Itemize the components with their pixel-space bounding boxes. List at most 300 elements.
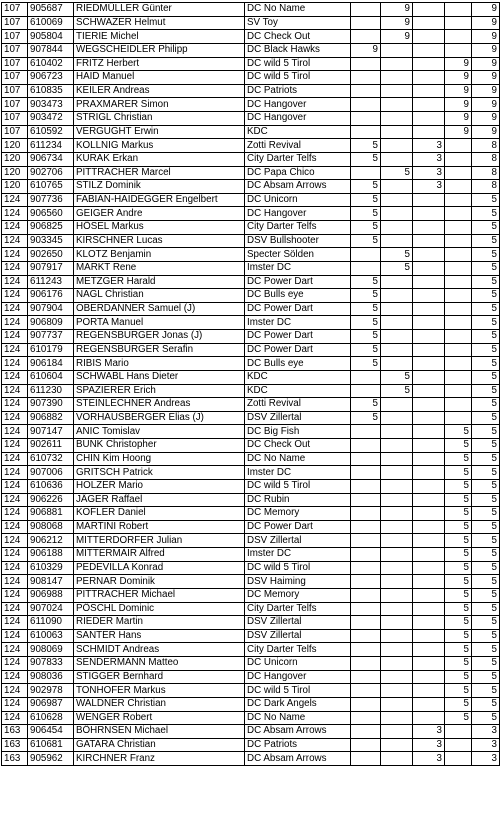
rank-cell: 124 <box>2 697 28 711</box>
total-points-cell: 5 <box>472 398 500 412</box>
points-cell-1 <box>351 98 381 112</box>
player-name-cell: HOLZER Mario <box>74 479 245 493</box>
table-row <box>2 152 500 166</box>
points-cell-3 <box>413 479 445 493</box>
player-id-cell: 903345 <box>28 234 74 248</box>
points-cell-4: 5 <box>445 670 472 684</box>
points-cell-2 <box>381 466 413 480</box>
player-id-cell: 610402 <box>28 57 74 71</box>
points-cell-2 <box>381 221 413 235</box>
table-row <box>2 520 500 534</box>
table-row <box>2 343 500 357</box>
total-points-cell: 5 <box>472 629 500 643</box>
player-id-cell: 906734 <box>28 152 74 166</box>
points-cell-2 <box>381 125 413 139</box>
total-points-cell: 5 <box>472 330 500 344</box>
points-cell-3 <box>413 548 445 562</box>
points-cell-2 <box>381 670 413 684</box>
total-points-cell: 3 <box>472 752 500 766</box>
points-cell-1: 5 <box>351 316 381 330</box>
rank-cell: 124 <box>2 548 28 562</box>
player-name-cell: RIEDER Martin <box>74 616 245 630</box>
table-row <box>2 643 500 657</box>
player-name-cell: KLOTZ Benjamin <box>74 248 245 262</box>
points-cell-3 <box>413 207 445 221</box>
points-cell-3 <box>413 398 445 412</box>
player-id-cell: 611230 <box>28 384 74 398</box>
club-cell: DC Unicorn <box>245 193 351 207</box>
player-name-cell: TIERIE Michel <box>74 30 245 44</box>
total-points-cell: 5 <box>472 452 500 466</box>
player-id-cell: 906184 <box>28 357 74 371</box>
player-name-cell: MARKT Rene <box>74 261 245 275</box>
points-cell-2 <box>381 411 413 425</box>
points-cell-3 <box>413 411 445 425</box>
club-cell: DC wild 5 Tirol <box>245 561 351 575</box>
player-name-cell: KIRSCHNER Lucas <box>74 234 245 248</box>
player-id-cell: 908068 <box>28 520 74 534</box>
total-points-cell: 5 <box>472 425 500 439</box>
total-points-cell: 9 <box>472 30 500 44</box>
points-cell-1 <box>351 657 381 671</box>
table-row <box>2 289 500 303</box>
club-cell: DC Bulls eye <box>245 357 351 371</box>
points-cell-1 <box>351 166 381 180</box>
total-points-cell: 9 <box>472 57 500 71</box>
table-row <box>2 275 500 289</box>
points-cell-1 <box>351 84 381 98</box>
rank-cell: 124 <box>2 629 28 643</box>
player-id-cell: 610681 <box>28 738 74 752</box>
player-name-cell: PORTA Manuel <box>74 316 245 330</box>
points-cell-2 <box>381 575 413 589</box>
points-cell-4 <box>445 3 472 17</box>
points-cell-3 <box>413 84 445 98</box>
points-cell-4 <box>445 289 472 303</box>
club-cell: DC Dark Angels <box>245 697 351 711</box>
points-cell-3 <box>413 711 445 725</box>
player-name-cell: HÖSEL Markus <box>74 221 245 235</box>
points-cell-2 <box>381 479 413 493</box>
points-cell-3: 3 <box>413 752 445 766</box>
player-id-cell: 906881 <box>28 507 74 521</box>
table-row <box>2 84 500 98</box>
club-cell: DC wild 5 Tirol <box>245 57 351 71</box>
points-cell-1 <box>351 112 381 126</box>
table-row <box>2 221 500 235</box>
points-cell-4 <box>445 207 472 221</box>
points-cell-1 <box>351 57 381 71</box>
points-cell-1 <box>351 711 381 725</box>
points-cell-4: 9 <box>445 84 472 98</box>
total-points-cell: 5 <box>472 684 500 698</box>
points-cell-4 <box>445 16 472 30</box>
rank-cell: 107 <box>2 3 28 17</box>
total-points-cell: 5 <box>472 520 500 534</box>
points-cell-2: 9 <box>381 30 413 44</box>
player-name-cell: FRITZ Herbert <box>74 57 245 71</box>
player-id-cell: 903472 <box>28 112 74 126</box>
points-cell-1 <box>351 370 381 384</box>
rank-cell: 124 <box>2 193 28 207</box>
points-cell-2 <box>381 643 413 657</box>
player-name-cell: OBERDANNER Samuel (J) <box>74 302 245 316</box>
points-cell-3 <box>413 520 445 534</box>
points-cell-4: 5 <box>445 479 472 493</box>
rank-cell: 124 <box>2 234 28 248</box>
club-cell: DC Hangover <box>245 98 351 112</box>
player-name-cell: PÖSCHL Dominic <box>74 602 245 616</box>
rank-cell: 124 <box>2 657 28 671</box>
table-row <box>2 616 500 630</box>
total-points-cell: 5 <box>472 588 500 602</box>
rank-cell: 124 <box>2 384 28 398</box>
points-cell-2 <box>381 343 413 357</box>
player-id-cell: 610628 <box>28 711 74 725</box>
player-name-cell: VORHAUSBERGER Elias (J) <box>74 411 245 425</box>
points-cell-3 <box>413 493 445 507</box>
points-cell-3 <box>413 234 445 248</box>
club-cell: Imster DC <box>245 466 351 480</box>
points-cell-1 <box>351 752 381 766</box>
player-name-cell: STILZ Dominik <box>74 180 245 194</box>
club-cell: Imster DC <box>245 548 351 562</box>
points-cell-1 <box>351 125 381 139</box>
club-cell: DC No Name <box>245 3 351 17</box>
player-name-cell: WALDNER Christian <box>74 697 245 711</box>
player-id-cell: 906987 <box>28 697 74 711</box>
player-name-cell: GEIGER Andre <box>74 207 245 221</box>
table-row <box>2 711 500 725</box>
rank-cell: 163 <box>2 738 28 752</box>
points-cell-2: 9 <box>381 16 413 30</box>
player-name-cell: STRIGL Christian <box>74 112 245 126</box>
table-row <box>2 479 500 493</box>
club-cell: Imster DC <box>245 261 351 275</box>
rank-cell: 124 <box>2 507 28 521</box>
club-cell: DC No Name <box>245 711 351 725</box>
player-name-cell: KIRCHNER Franz <box>74 752 245 766</box>
points-cell-4 <box>445 30 472 44</box>
player-name-cell: SANTER Hans <box>74 629 245 643</box>
player-name-cell: PRAXMARER Simon <box>74 98 245 112</box>
player-id-cell: 610329 <box>28 561 74 575</box>
points-cell-3 <box>413 507 445 521</box>
total-points-cell: 3 <box>472 725 500 739</box>
rank-cell: 124 <box>2 357 28 371</box>
total-points-cell: 9 <box>472 43 500 57</box>
player-id-cell: 907147 <box>28 425 74 439</box>
player-id-cell: 906212 <box>28 534 74 548</box>
points-cell-1 <box>351 643 381 657</box>
club-cell: DC Check Out <box>245 439 351 453</box>
points-cell-1 <box>351 479 381 493</box>
points-cell-4: 5 <box>445 697 472 711</box>
total-points-cell: 5 <box>472 466 500 480</box>
points-cell-1 <box>351 738 381 752</box>
rank-cell: 124 <box>2 275 28 289</box>
points-cell-4 <box>445 180 472 194</box>
table-row <box>2 602 500 616</box>
points-cell-3 <box>413 112 445 126</box>
table-row <box>2 370 500 384</box>
points-cell-4 <box>445 193 472 207</box>
total-points-cell: 9 <box>472 98 500 112</box>
points-cell-2 <box>381 139 413 153</box>
points-cell-2 <box>381 452 413 466</box>
ranking-rows <box>2 3 500 766</box>
points-cell-1: 5 <box>351 152 381 166</box>
points-cell-4 <box>445 411 472 425</box>
points-cell-4: 5 <box>445 684 472 698</box>
points-cell-3 <box>413 602 445 616</box>
points-cell-1 <box>351 697 381 711</box>
player-name-cell: JÄGER Raffael <box>74 493 245 507</box>
club-cell: DC Unicorn <box>245 657 351 671</box>
club-cell: City Darter Telfs <box>245 221 351 235</box>
points-cell-2 <box>381 398 413 412</box>
points-cell-4 <box>445 234 472 248</box>
total-points-cell: 5 <box>472 670 500 684</box>
rank-cell: 120 <box>2 180 28 194</box>
points-cell-3 <box>413 561 445 575</box>
points-cell-4 <box>445 248 472 262</box>
table-row <box>2 248 500 262</box>
club-cell: DC Check Out <box>245 30 351 44</box>
points-cell-1: 5 <box>351 411 381 425</box>
rank-cell: 124 <box>2 670 28 684</box>
total-points-cell: 5 <box>472 343 500 357</box>
table-row <box>2 752 500 766</box>
club-cell: DC Big Fish <box>245 425 351 439</box>
player-name-cell: GRITSCH Patrick <box>74 466 245 480</box>
points-cell-3 <box>413 575 445 589</box>
points-cell-1 <box>351 248 381 262</box>
player-id-cell: 907006 <box>28 466 74 480</box>
player-id-cell: 610732 <box>28 452 74 466</box>
rank-cell: 124 <box>2 466 28 480</box>
total-points-cell: 5 <box>472 221 500 235</box>
points-cell-1: 5 <box>351 193 381 207</box>
club-cell: DC Power Dart <box>245 520 351 534</box>
table-row <box>2 575 500 589</box>
table-row <box>2 738 500 752</box>
player-name-cell: METZGER Harald <box>74 275 245 289</box>
total-points-cell: 5 <box>472 193 500 207</box>
points-cell-3 <box>413 289 445 303</box>
points-cell-4 <box>445 370 472 384</box>
player-id-cell: 907833 <box>28 657 74 671</box>
points-cell-4: 5 <box>445 588 472 602</box>
player-id-cell: 908147 <box>28 575 74 589</box>
rank-cell: 120 <box>2 139 28 153</box>
table-row <box>2 725 500 739</box>
points-cell-4 <box>445 738 472 752</box>
player-id-cell: 907390 <box>28 398 74 412</box>
points-cell-3 <box>413 57 445 71</box>
player-name-cell: PITTRACHER Michael <box>74 588 245 602</box>
points-cell-2 <box>381 193 413 207</box>
points-cell-2 <box>381 112 413 126</box>
player-name-cell: KEILER Andreas <box>74 84 245 98</box>
table-row <box>2 30 500 44</box>
points-cell-1 <box>351 520 381 534</box>
points-cell-1: 5 <box>351 357 381 371</box>
rank-cell: 107 <box>2 57 28 71</box>
club-cell: DSV Zillertal <box>245 616 351 630</box>
club-cell: DSV Haiming <box>245 575 351 589</box>
points-cell-4: 5 <box>445 657 472 671</box>
rank-cell: 124 <box>2 411 28 425</box>
points-cell-2 <box>381 180 413 194</box>
points-cell-3 <box>413 643 445 657</box>
points-cell-3 <box>413 221 445 235</box>
player-name-cell: MARTINI Robert <box>74 520 245 534</box>
points-cell-4: 5 <box>445 602 472 616</box>
points-cell-4: 5 <box>445 466 472 480</box>
player-name-cell: BÖHRNSEN Michael <box>74 725 245 739</box>
player-name-cell: NAGL Christian <box>74 289 245 303</box>
points-cell-3: 3 <box>413 180 445 194</box>
points-cell-3 <box>413 330 445 344</box>
points-cell-3 <box>413 629 445 643</box>
points-cell-4: 5 <box>445 520 472 534</box>
player-name-cell: SENDERMANN Matteo <box>74 657 245 671</box>
player-id-cell: 906882 <box>28 411 74 425</box>
rank-cell: 107 <box>2 125 28 139</box>
player-id-cell: 905804 <box>28 30 74 44</box>
points-cell-4: 5 <box>445 711 472 725</box>
points-cell-1: 5 <box>351 139 381 153</box>
player-id-cell: 611234 <box>28 139 74 153</box>
table-row <box>2 439 500 453</box>
total-points-cell: 5 <box>472 561 500 575</box>
points-cell-2 <box>381 425 413 439</box>
total-points-cell: 5 <box>472 384 500 398</box>
points-cell-1 <box>351 261 381 275</box>
points-cell-4: 5 <box>445 534 472 548</box>
points-cell-4 <box>445 398 472 412</box>
player-id-cell: 907917 <box>28 261 74 275</box>
total-points-cell: 5 <box>472 507 500 521</box>
points-cell-2 <box>381 657 413 671</box>
club-cell: DC Memory <box>245 588 351 602</box>
player-name-cell: KOLLNIG Markus <box>74 139 245 153</box>
points-cell-3 <box>413 302 445 316</box>
points-cell-1: 5 <box>351 398 381 412</box>
club-cell: DC Absam Arrows <box>245 180 351 194</box>
table-row <box>2 411 500 425</box>
points-cell-1: 5 <box>351 343 381 357</box>
table-row <box>2 466 500 480</box>
points-cell-2 <box>381 561 413 575</box>
points-cell-2 <box>381 725 413 739</box>
points-cell-1 <box>351 561 381 575</box>
points-cell-4: 5 <box>445 575 472 589</box>
points-cell-2 <box>381 684 413 698</box>
player-id-cell: 610179 <box>28 343 74 357</box>
total-points-cell: 5 <box>472 275 500 289</box>
total-points-cell: 9 <box>472 3 500 17</box>
rank-cell: 124 <box>2 398 28 412</box>
rank-cell: 163 <box>2 725 28 739</box>
player-id-cell: 902706 <box>28 166 74 180</box>
points-cell-4: 9 <box>445 112 472 126</box>
table-row <box>2 561 500 575</box>
points-cell-1: 5 <box>351 330 381 344</box>
points-cell-1 <box>351 616 381 630</box>
player-name-cell: CHIN Kim Hoong <box>74 452 245 466</box>
points-cell-3 <box>413 16 445 30</box>
club-cell: Zotti Revival <box>245 139 351 153</box>
rank-cell: 107 <box>2 84 28 98</box>
points-cell-2 <box>381 71 413 85</box>
table-row <box>2 193 500 207</box>
table-row <box>2 57 500 71</box>
total-points-cell: 5 <box>472 643 500 657</box>
club-cell: City Darter Telfs <box>245 643 351 657</box>
club-cell: DSV Bullshooter <box>245 234 351 248</box>
points-cell-1: 5 <box>351 275 381 289</box>
player-name-cell: REGENSBURGER Serafin <box>74 343 245 357</box>
total-points-cell: 5 <box>472 479 500 493</box>
rank-cell: 124 <box>2 493 28 507</box>
points-cell-2 <box>381 629 413 643</box>
player-name-cell: VERGUGHT Erwin <box>74 125 245 139</box>
points-cell-1 <box>351 507 381 521</box>
player-id-cell: 908069 <box>28 643 74 657</box>
total-points-cell: 5 <box>472 207 500 221</box>
points-cell-1 <box>351 16 381 30</box>
points-cell-3 <box>413 452 445 466</box>
player-id-cell: 611243 <box>28 275 74 289</box>
table-row <box>2 98 500 112</box>
rank-cell: 124 <box>2 289 28 303</box>
points-cell-4: 5 <box>445 616 472 630</box>
club-cell: DC wild 5 Tirol <box>245 684 351 698</box>
rank-cell: 120 <box>2 166 28 180</box>
points-cell-2 <box>381 152 413 166</box>
player-id-cell: 907737 <box>28 330 74 344</box>
club-cell: DC wild 5 Tirol <box>245 479 351 493</box>
total-points-cell: 5 <box>472 316 500 330</box>
points-cell-2: 5 <box>381 384 413 398</box>
player-name-cell: KOFLER Daniel <box>74 507 245 521</box>
rank-cell: 124 <box>2 479 28 493</box>
club-cell: DC Patriots <box>245 738 351 752</box>
points-cell-3 <box>413 384 445 398</box>
player-id-cell: 906809 <box>28 316 74 330</box>
rank-cell: 124 <box>2 534 28 548</box>
points-cell-3 <box>413 466 445 480</box>
club-cell: DC Hangover <box>245 670 351 684</box>
points-cell-4 <box>445 357 472 371</box>
club-cell: DC Hangover <box>245 207 351 221</box>
total-points-cell: 5 <box>472 302 500 316</box>
points-cell-3 <box>413 439 445 453</box>
points-cell-2 <box>381 234 413 248</box>
points-cell-1 <box>351 466 381 480</box>
points-cell-1 <box>351 725 381 739</box>
rank-cell: 124 <box>2 588 28 602</box>
points-cell-1: 5 <box>351 180 381 194</box>
points-cell-2 <box>381 275 413 289</box>
club-cell: DC Bulls eye <box>245 289 351 303</box>
points-cell-1: 5 <box>351 221 381 235</box>
player-id-cell: 610765 <box>28 180 74 194</box>
points-cell-2 <box>381 548 413 562</box>
points-cell-2 <box>381 289 413 303</box>
